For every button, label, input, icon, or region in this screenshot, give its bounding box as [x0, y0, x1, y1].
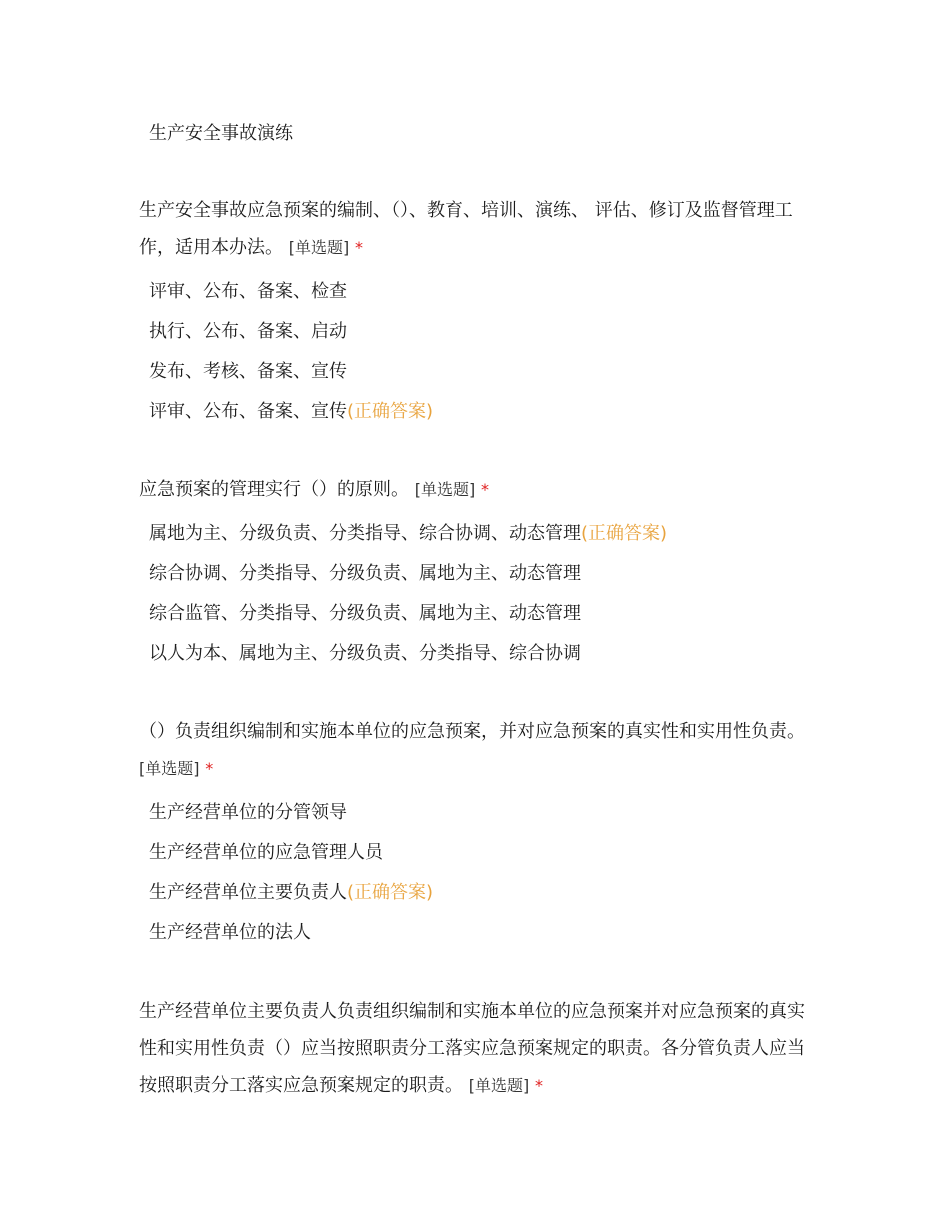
question-3: [139, 713, 819, 953]
question-1: [139, 192, 819, 432]
question-type-tag: [单选题]: [414, 480, 476, 499]
correct-answer-mark: (正确答案): [581, 523, 668, 544]
option-text: 发布、考核、备案、宣传: [149, 361, 347, 382]
option-c[interactable]: [149, 352, 819, 392]
option-text: 执行、公布、备案、启动: [149, 321, 347, 342]
option-text: 以人为本、属地为主、分级负责、分类指导、综合协调: [149, 643, 581, 664]
required-marker: *: [205, 759, 214, 778]
question-text: [139, 713, 819, 787]
option-text: 属地为主、分级负责、分类指导、综合协调、动态管理: [149, 523, 581, 544]
question-stem: 生产经营单位主要负责人负责组织编制和实施本单位的应急预案并对应急预案的真实性和实用性负责（）应当按照职责分工落实应急预案规定的职责。各分管负责人应当按照职责分工落实应急预案规定的职责。: [139, 1001, 805, 1096]
question-text: [139, 471, 819, 508]
option-text: 生产经营单位的法人: [149, 922, 311, 943]
option-list: [139, 514, 819, 674]
option-text: 生产经营单位的应急管理人员: [149, 842, 383, 863]
option-list: [139, 793, 819, 953]
option-a[interactable]: [149, 793, 819, 833]
option-b[interactable]: [149, 312, 819, 352]
correct-answer-mark: (正确答案): [347, 882, 434, 903]
question-type-tag: [单选题]: [139, 759, 200, 778]
option-d[interactable]: [149, 913, 819, 953]
option-d[interactable]: [149, 634, 819, 674]
option-d[interactable]: [149, 392, 819, 432]
question-stem: 应急预案的管理实行（）的原则。: [139, 479, 409, 500]
option-c[interactable]: [149, 594, 819, 634]
option-text: 综合监管、分类指导、分级负责、属地为主、动态管理: [149, 603, 581, 624]
option-c[interactable]: [149, 873, 819, 913]
option-text: 综合协调、分类指导、分级负责、属地为主、动态管理: [149, 563, 581, 584]
option-a[interactable]: [149, 514, 819, 554]
option-a[interactable]: [149, 272, 819, 312]
required-marker: *: [534, 1076, 543, 1095]
question-4: [139, 993, 819, 1104]
option-list: [139, 272, 819, 432]
required-marker: *: [480, 480, 489, 499]
option-text: 评审、公布、备案、检查: [149, 281, 347, 302]
question-stem: （）负责组织编制和实施本单位的应急预案，并对应急预案的真实性和实用性负责。: [139, 721, 805, 742]
required-marker: *: [354, 238, 363, 257]
question-2: [139, 471, 819, 674]
option-b[interactable]: [149, 554, 819, 594]
option-text: 生产经营单位主要负责人: [149, 882, 347, 903]
question-type-tag: [单选题]: [288, 238, 350, 257]
question-text: [139, 993, 819, 1104]
option-text: 评审、公布、备案、宣传: [149, 401, 347, 422]
question-stem: 生产安全事故应急预案的编制、（）、教育、培训、演练、 评估、修订及监督管理工作，适用本办法。: [139, 200, 793, 258]
option-text: 生产经营单位的分管领导: [149, 802, 347, 823]
question-type-tag: [单选题]: [468, 1076, 530, 1095]
option-b[interactable]: [149, 833, 819, 873]
question-text: [139, 192, 819, 266]
section-title: 生产安全事故演练: [149, 123, 293, 144]
correct-answer-mark: (正确答案): [347, 401, 434, 422]
